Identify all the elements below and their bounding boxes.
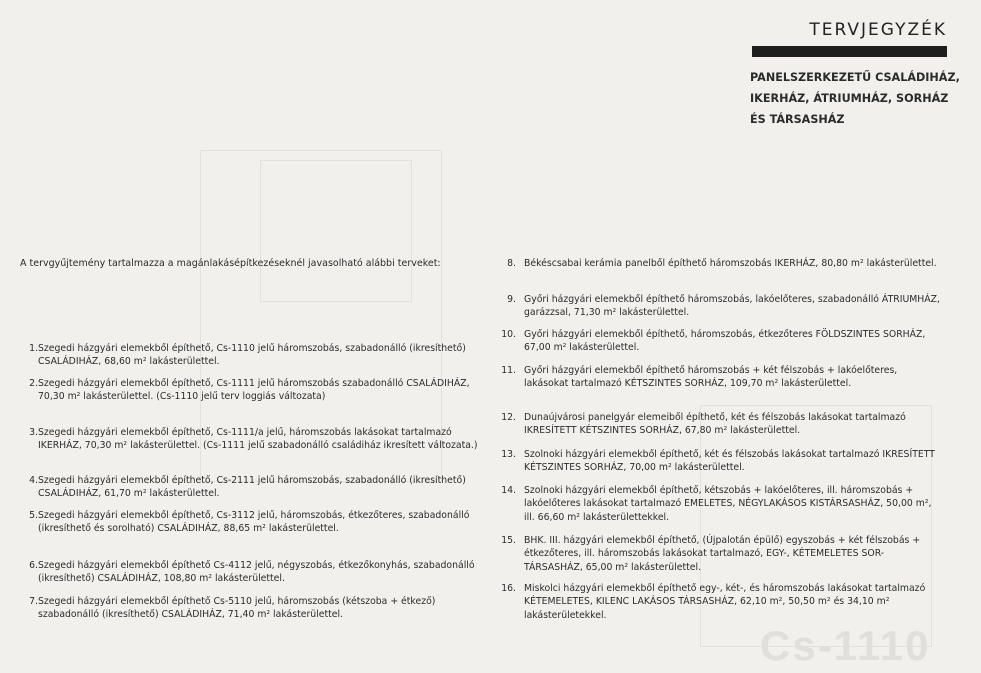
show-through-frame (260, 160, 412, 302)
item-number: 6. (29, 560, 38, 571)
subtitle (750, 67, 960, 130)
item-number: 14. (501, 485, 516, 496)
subtitle-line: PANELSZERKEZETŰ CSALÁDIHÁZ, (750, 71, 960, 84)
subtitle-line: IKERHÁZ, ÁTRIUMHÁZ, SORHÁZ (750, 92, 949, 105)
item-text: Szegedi házgyári elemekből építhető Cs-4112 jelű, négyszobás, étkezőkonyhás, szabadonálló (ikresíthető) CSALÁDIHÁZ, 108,80 m² lakásterülettel. (38, 560, 475, 585)
item-text: Győri házgyári elemekből építhető háromszobás, lakóelőteres, szabadonálló ÁTRIUMHÁZ, garázzsal, 71,30 m² lakásterülettel. (524, 294, 940, 319)
item-text: BHK. III. házgyári elemekből építhető, (Újpalotán épülő) egyszobás + két félszobás + étkezőteres, ill. háromszobás lakásokat tartalmazó, EGY-, KÉTEMELETES SOR-TÁRSASHÁZ, 65,00 m² lakásterülettel. (524, 535, 921, 573)
item-text: Miskolci házgyári elemekből építhető egy-, két-, és háromszobás lakásokat tartalmazó KÉTEMELETES, KILENC LAKÁSOS TÁRSASHÁZ, 62,10 m², 50,50 m² és 34,10 m² lakásterületekkel. (524, 583, 926, 621)
item-text: Dunaújvárosi panelgyár elemeiből építhető, két és félszobás lakásokat tartalmazó IKRESÍTETT KÉTSZINTES SORHÁZ, 67,80 m² lakásterülettel. (524, 412, 906, 437)
title-bar (752, 46, 947, 57)
item-number: 8. (507, 258, 516, 269)
item-number: 10. (501, 329, 516, 340)
item-number: 16. (501, 583, 516, 594)
item-text: Szegedi házgyári elemekből építhető, Cs-1111/a jelű, háromszobás lakásokat tartalmazó IKERHÁZ, 70,30 m² lakásterülettel. (Cs-1111 jelű szabadonálló családiház ikresített változata.) (38, 427, 478, 452)
item-text: Szegedi házgyári elemekből építhető, Cs-3112 jelű, háromszobás, étkezőteres, szabadonálló (ikresíthető és sorolható) CSALÁDIHÁZ, 88,65 m² lakásterülettel. (38, 510, 470, 535)
item-text: Szegedi házgyári elemekből építhető, Cs-1110 jelű háromszobás, szabadonálló (ikresíthető) CSALÁDIHÁZ, 68,60 m² lakásterülettel. (38, 343, 466, 368)
item-number: 9. (507, 294, 516, 305)
item-number: 13. (501, 449, 516, 460)
item-text: Szegedi házgyári elemekből építhető, Cs-1111 jelű háromszobás szabadonálló CSALÁDIHÁZ, 70,30 m² lakásterülettel. (Cs-1110 jelű terv loggiás változata) (38, 378, 470, 403)
item-text: Szegedi házgyári elemekből építhető, Cs-2111 jelű háromszobás, szabadonálló (ikresíthető) CSALÁDIHÁZ, 61,70 m² lakásterülettel. (38, 475, 466, 500)
item-number: 4. (29, 475, 38, 486)
item-number: 12. (501, 412, 516, 423)
show-through-label: Cs-1110 (760, 622, 931, 669)
item-text: Szegedi házgyári elemekből építhető Cs-5110 jelű, háromszobás (kétszoba + étkező) szabadonálló (ikresíthető) CSALÁDIHÁZ, 71,40 m² lakásterülettel. (38, 596, 436, 621)
item-text: Békéscsabai kerámia panelből építhető háromszobás IKERHÁZ, 80,80 m² lakásterülettel. (524, 258, 937, 269)
item-number: 1. (29, 343, 38, 354)
item-number: 5. (29, 510, 38, 521)
item-number: 7. (29, 596, 38, 607)
item-text: Győri házgyári elemekből építhető háromszobás + két félszobás + lakóelőteres, lakásokat tartalmazó KÉTSZINTES SORHÁZ, 109,70 m² lakásterülettel. (524, 365, 898, 390)
item-number: 2. (29, 378, 38, 389)
subtitle-line: ÉS TÁRSASHÁZ (750, 113, 845, 126)
item-number: 15. (501, 535, 516, 546)
item-text: Szolnoki házgyári elemekből építhető, két és félszobás lakásokat tartalmazó IKRESÍTETT KÉTSZINTES SORHÁZ, 70,00 m² lakásterülettel. (524, 449, 935, 474)
intro-text: A tervgyűjtemény tartalmazza a magánlakásépítkezéseknél javasolható alábbi terveket: (20, 258, 441, 269)
item-number: 11. (501, 365, 516, 376)
item-text: Szolnoki házgyári elemekből építhető, kétszobás + lakóelőteres, ill. háromszobás + lakóelőteres lakásokat tartalmazó EMELETES, NÉGYLAKÁSOS KISTÁRSASHÁZ, 50,00 m², ill. 66,60 m² lakásterülettekkel. (524, 485, 932, 523)
item-number: 3. (29, 427, 38, 438)
item-text: Győri házgyári elemekből építhető, háromszobás, étkezőteres FÖLDSZINTES SORHÁZ, 67,00 m² lakásterülettel. (524, 329, 926, 354)
page-title: TERVJEGYZÉK (809, 20, 947, 40)
